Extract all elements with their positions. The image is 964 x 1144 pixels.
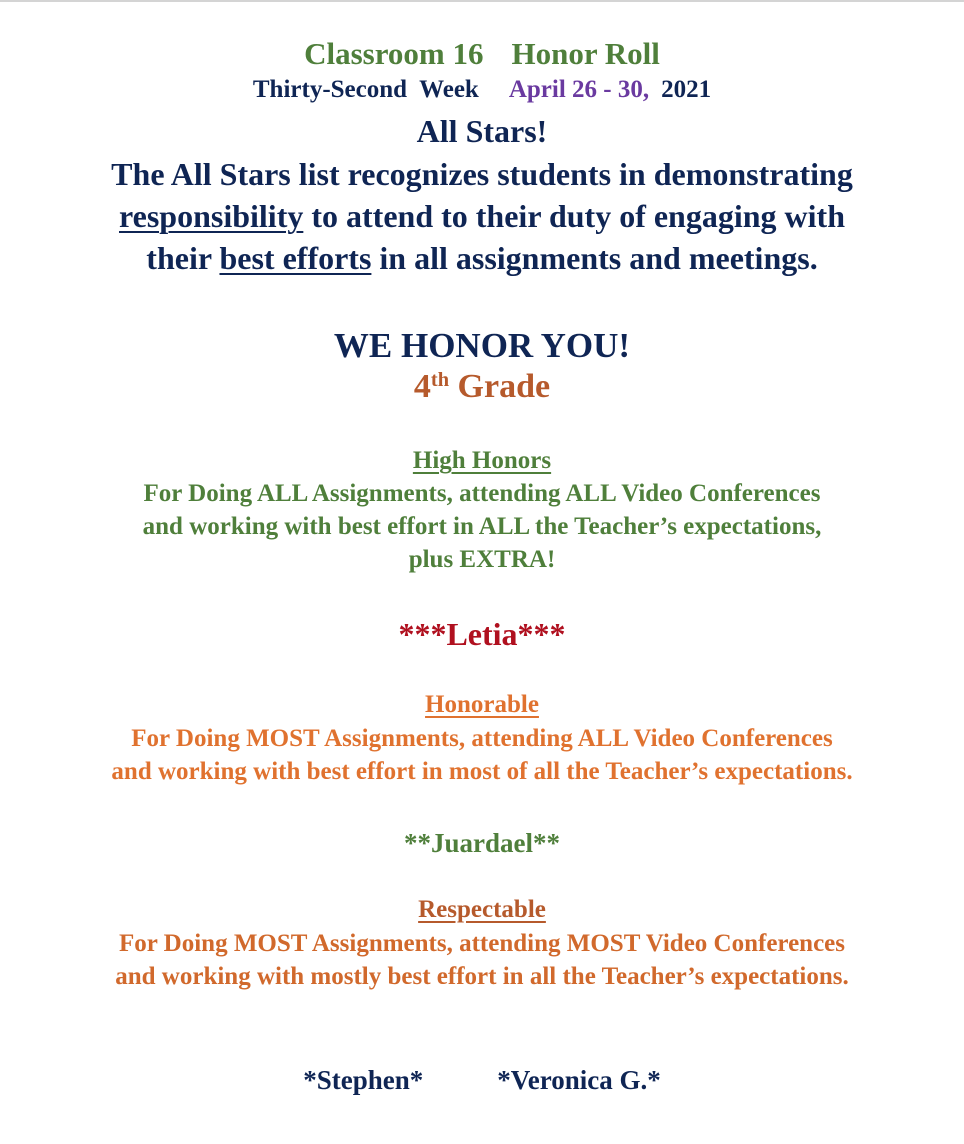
honorable-title: Honorable: [425, 691, 539, 718]
classroom-label: Classroom 16: [304, 36, 484, 71]
week-line: [0, 76, 964, 104]
high-honors-title: High Honors: [412, 447, 552, 474]
student-veronica: *Veronica G.*: [497, 1065, 661, 1095]
intro-line-3-pre: their: [146, 240, 220, 276]
honorable-heading: [0, 691, 964, 719]
honorable-student: **Juardael**: [403, 828, 560, 858]
honorable-criteria-2: and working with best effort in most of all the Teacher’s expectations.: [111, 758, 853, 785]
honor-roll-label: Honor Roll: [511, 36, 660, 71]
week-label: Thirty-Second Week: [252, 76, 479, 103]
honorable-criteria-1: For Doing MOST Assignments, attending ALL Video Conferences: [131, 725, 833, 752]
intro-line-2-rest: to attend to their duty of engaging with: [303, 198, 845, 234]
intro-line-3-post: in all assignments and meetings.: [371, 240, 818, 276]
intro-line-1: The All Stars list recognizes students in demonstrating: [111, 156, 853, 192]
top-border: [0, 0, 964, 2]
high-honors-criteria-2: and working with best effort in ALL the Teacher’s expectations,: [142, 513, 822, 540]
respectable-title: Respectable: [418, 896, 546, 923]
respectable-heading: [0, 896, 964, 924]
grade-heading: [0, 368, 964, 406]
high-honors-criteria-1: For Doing ALL Assignments, attending ALL Video Conferences: [143, 480, 821, 507]
grade-number: 4: [413, 368, 431, 405]
respectable-students: [0, 1065, 964, 1096]
high-honors-heading: [0, 447, 964, 475]
responsibility-word: responsibility: [119, 198, 304, 234]
all-stars-title: All Stars!: [416, 113, 548, 149]
intro-line-3: [0, 240, 964, 277]
grade-suffix: th: [430, 368, 450, 391]
page-title: [0, 36, 964, 72]
date-range: April 26 - 30,: [508, 76, 650, 103]
best-efforts-word: best efforts: [219, 240, 372, 276]
grade-word: Grade: [449, 368, 551, 405]
year: 2021: [661, 76, 712, 103]
intro-line-2: [0, 198, 964, 235]
we-honor-you: WE HONOR YOU!: [333, 326, 631, 365]
respectable-criteria-1: For Doing MOST Assignments, attending MOST Video Conferences: [119, 930, 845, 957]
student-stephen: *Stephen*: [303, 1065, 424, 1095]
high-honors-criteria-3: plus EXTRA!: [408, 546, 556, 573]
respectable-criteria-2: and working with mostly best effort in all the Teacher’s expectations.: [115, 963, 849, 990]
high-honors-student: ***Letia***: [398, 616, 566, 652]
